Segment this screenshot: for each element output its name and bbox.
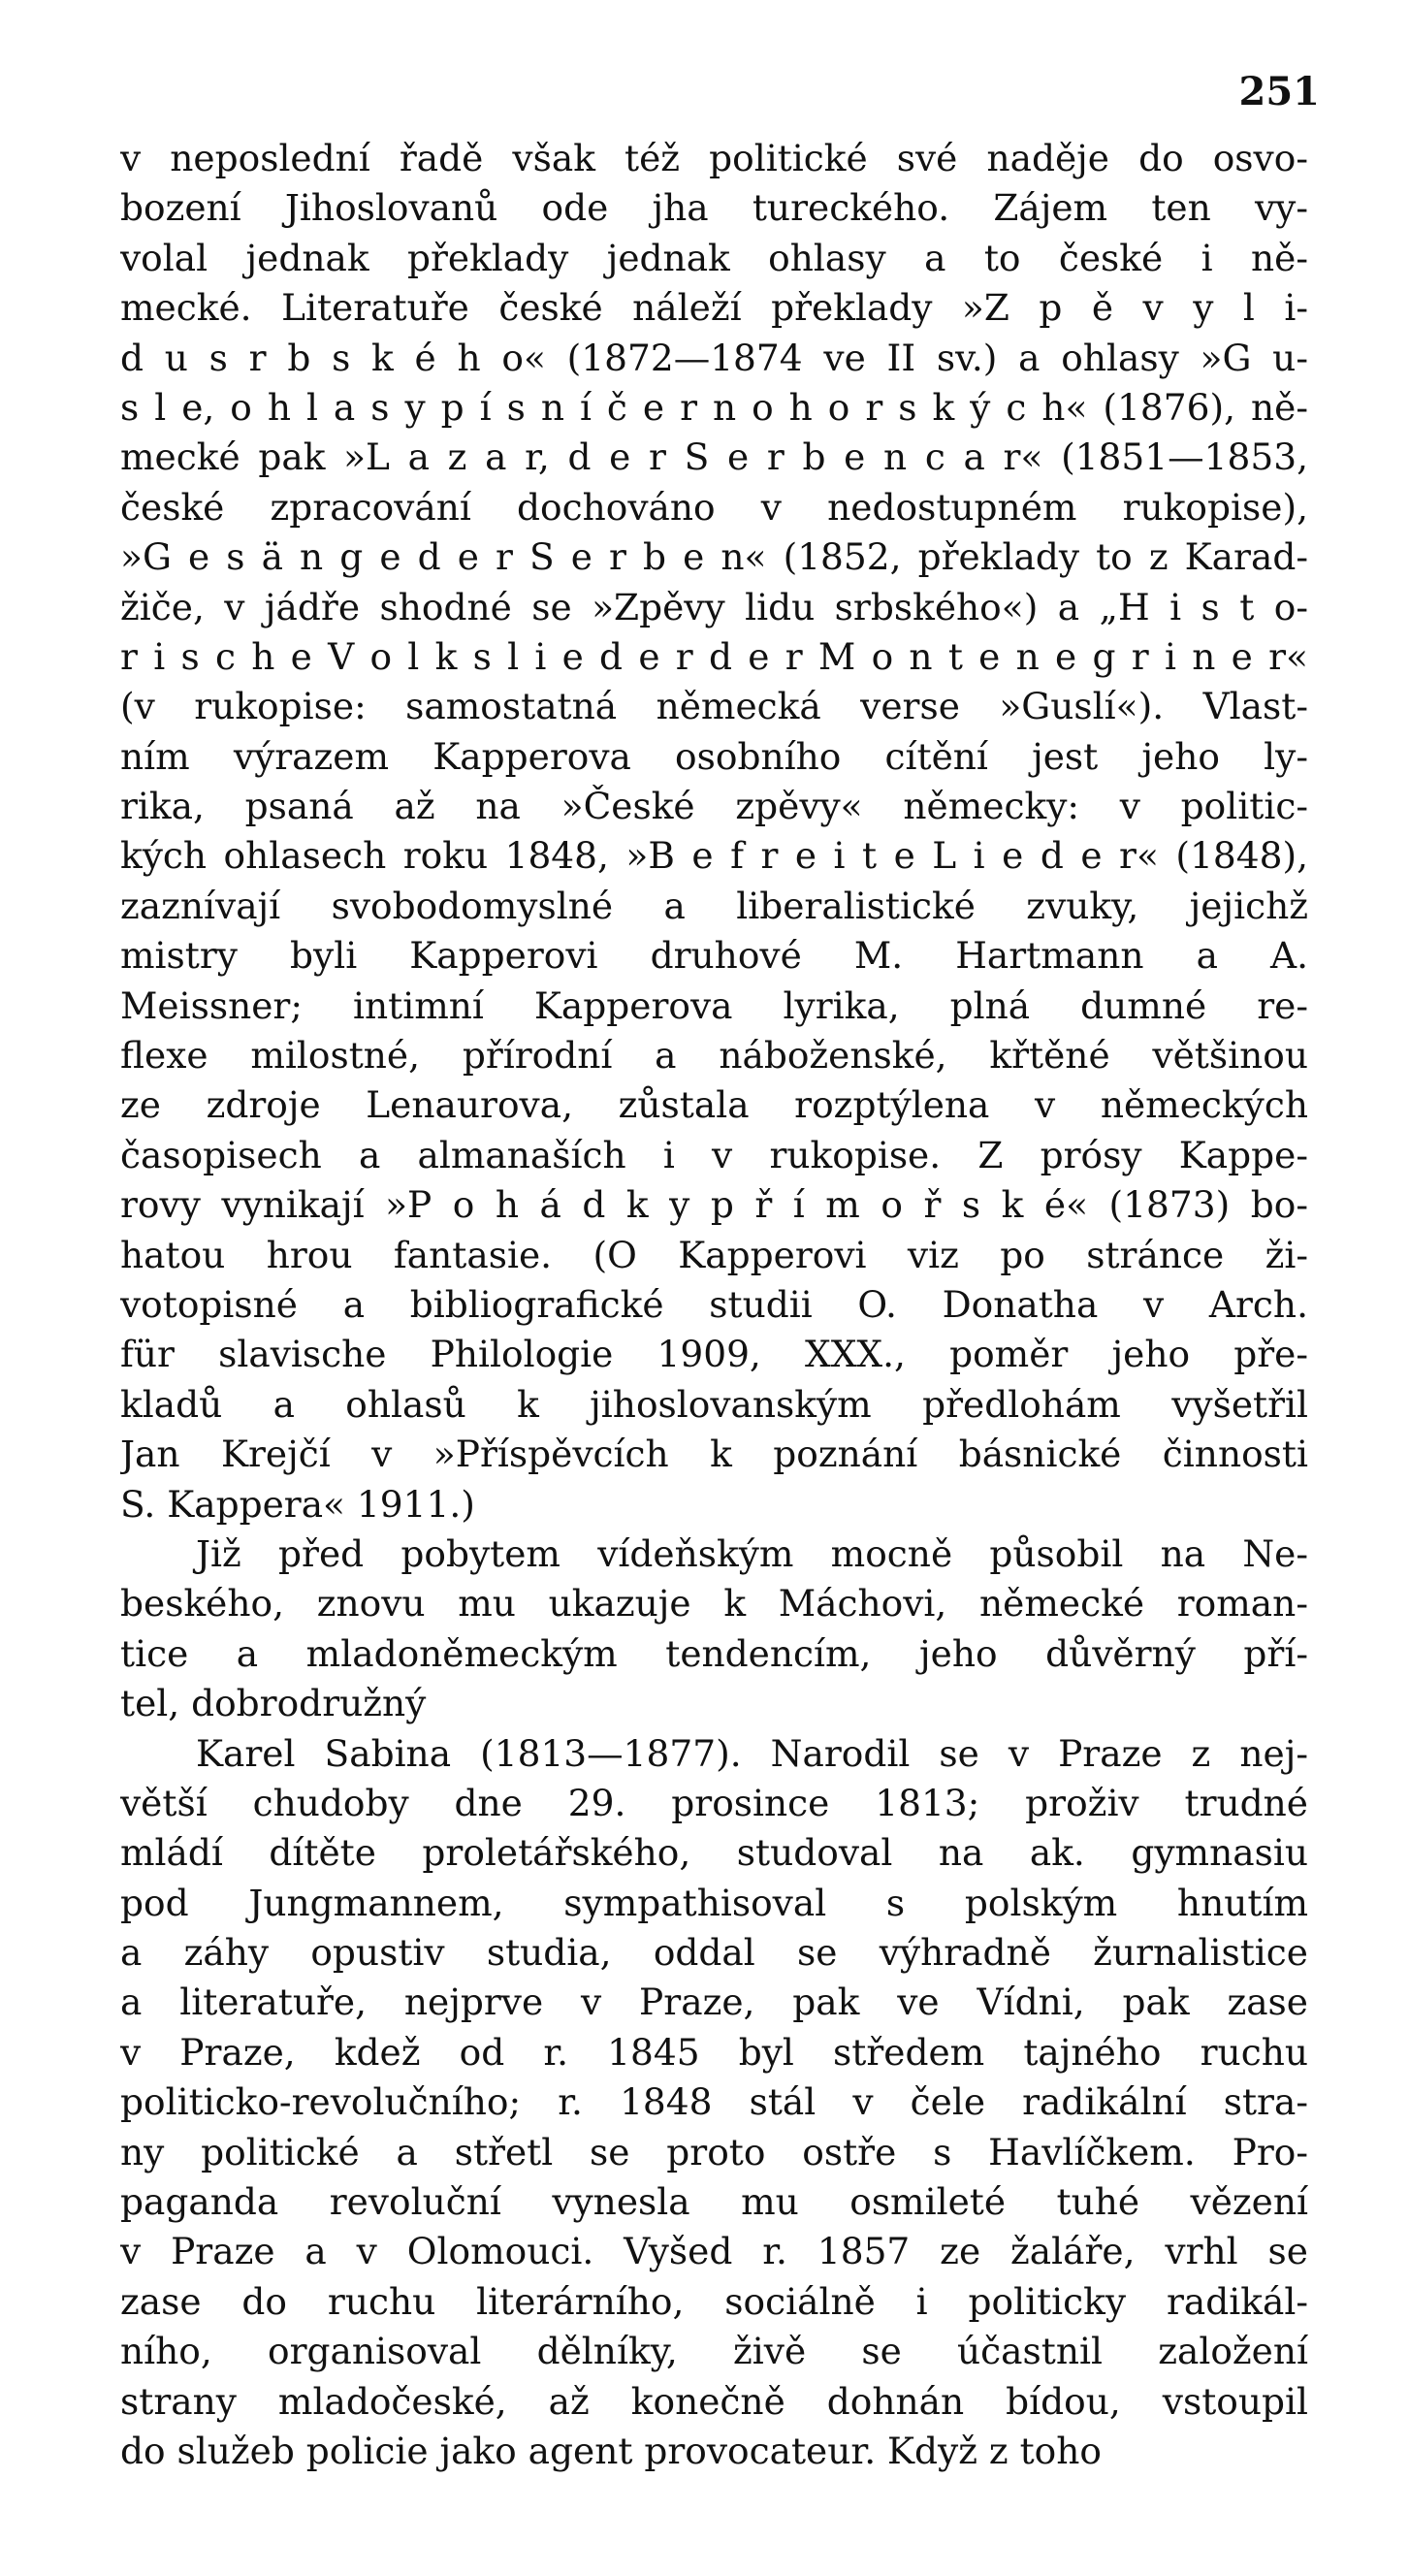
text-line: české zpracování dochováno v nedostupném rukopise), — [120, 485, 1308, 529]
text-line: flexe milostné, přírodní a náboženské, křtěné většinou — [120, 1034, 1308, 1078]
text-line: S. Kappera« 1911.) — [120, 1482, 475, 1526]
text-line: Karel Sabina (1813—1877). Narodil se v Praze z nej- — [196, 1731, 1308, 1775]
text-line: beského, znovu mu ukazuje k Máchovi, německé roman- — [120, 1582, 1308, 1626]
text-line: s l e, o h l a s y p í s n í č e r n o h o r s k ý c h« (1876), ně- — [120, 385, 1308, 429]
text-line: bození Jihoslovanů ode jha tureckého. Zájem ten vy- — [120, 186, 1308, 230]
text-line: rovy vynikají »P o h á d k y p ř í m o ř s k é« (1873) bo- — [120, 1183, 1308, 1227]
text-line: pod Jungmannem, sympathisoval s polským hnutím — [120, 1881, 1308, 1924]
text-line: zase do ruchu literárního, sociálně i politicky radikál- — [120, 2279, 1308, 2323]
text-line: rika, psaná až na »České zpěvy« německy: v politic- — [120, 785, 1308, 828]
text-line: do služeb policie jako agent provocateur. Když z toho — [120, 2429, 1102, 2472]
text-line: tel, dobrodružný — [120, 1682, 427, 1725]
text-line: politicko-revolučního; r. 1848 stál v čele radikální stra- — [120, 2080, 1308, 2124]
text-line: a záhy opustiv studia, oddal se výhradně žurnalistice — [120, 1931, 1308, 1975]
text-line: ním výrazem Kapperova osobního cítění jest jeho ly- — [120, 734, 1308, 778]
text-line: für slavische Philologie 1909, XXX., poměr jeho pře- — [120, 1333, 1308, 1376]
text-line: Již před pobytem vídeňským mocně působil na Ne- — [196, 1531, 1308, 1575]
text-line: mecké pak »L a z a r, d e r S e r b e n c a r« (1851—1853, — [120, 435, 1308, 479]
text-line: strany mladočeské, až konečně dohnán bídou, vstoupil — [120, 2379, 1308, 2423]
text-line: kých ohlasech roku 1848, »B e f r e i t e L i e d e r« (1848), — [120, 834, 1308, 878]
text-line: r i s c h e V o l k s l i e d e r d e r M o n t e n e g r i n e r« — [120, 634, 1308, 678]
text-line: zaznívají svobodomyslné a liberalistické zvuky, jejichž — [120, 884, 1308, 927]
text-line: v neposlední řadě však též politické své naděje do osvo- — [120, 137, 1308, 179]
text-line: ze zdroje Lenaurova, zůstala rozptýlena v německých — [120, 1083, 1308, 1127]
text-line: ního, organisoval dělníky, živě se účastnil založení — [120, 2330, 1308, 2373]
text-line: a literatuře, nejprve v Praze, pak ve Vídni, pak zase — [120, 1980, 1308, 2024]
text-line: časopisech a almanaších i v rukopise. Z prósy Kappe- — [120, 1133, 1308, 1176]
book-page — [120, 68, 1320, 2476]
text-line: větší chudoby dne 29. prosince 1813; proživ trudné — [120, 1781, 1308, 1824]
text-line: Jan Krejčí v »Příspěvcích k poznání básnické činnosti — [120, 1433, 1308, 1476]
text-line: ny politické a střetl se proto ostře s Havlíčkem. Pro- — [120, 2130, 1308, 2174]
text-line: tice a mladoněmeckým tendencím, jeho důvěrný pří- — [120, 1631, 1308, 1675]
text-line: hatou hrou fantasie. (O Kapperovi viz po stránce ži- — [120, 1233, 1308, 1276]
text-line: »G e s ä n g e d e r S e r b e n« (1852, překlady to z Karad- — [120, 535, 1308, 579]
text-line: v Praze a v Olomouci. Vyšed r. 1857 ze žaláře, vrhl se — [120, 2230, 1308, 2273]
text-line: volal jednak překlady jednak ohlasy a to české i ně- — [120, 236, 1308, 279]
body-text — [120, 134, 1308, 2476]
text-line: mecké. Literatuře české náleží překlady »Z p ě v y l i- — [120, 286, 1308, 330]
text-line: d u s r b s k é h o« (1872—1874 ve II sv.) a ohlasy »G u- — [120, 336, 1308, 379]
text-line: kladů a ohlasů k jihoslovanským předlohám vyšetřil — [120, 1382, 1308, 1426]
text-line: (v rukopise: samostatná německá verse »Guslí«). Vlast- — [120, 685, 1308, 728]
text-line: Meissner; intimní Kapperova lyrika, plná dumné re- — [120, 983, 1308, 1027]
text-line: v Praze, kdež od r. 1845 byl středem tajného ruchu — [120, 2030, 1308, 2074]
text-line: žiče, v jádře shodné se »Zpěvy lidu srbského«) a „H i s t o- — [120, 585, 1308, 628]
text-line: mistry byli Kapperovi druhové M. Hartmann a A. — [120, 934, 1308, 978]
text-line: paganda revoluční vynesla mu osmileté tuhé vězení — [120, 2180, 1308, 2224]
text-line: votopisné a bibliografické studii O. Donatha v Arch. — [120, 1282, 1308, 1326]
text-line: mládí dítěte proletářského, studoval na ak. gymnasiu — [120, 1831, 1308, 1875]
page-number: 251 — [1238, 69, 1320, 114]
